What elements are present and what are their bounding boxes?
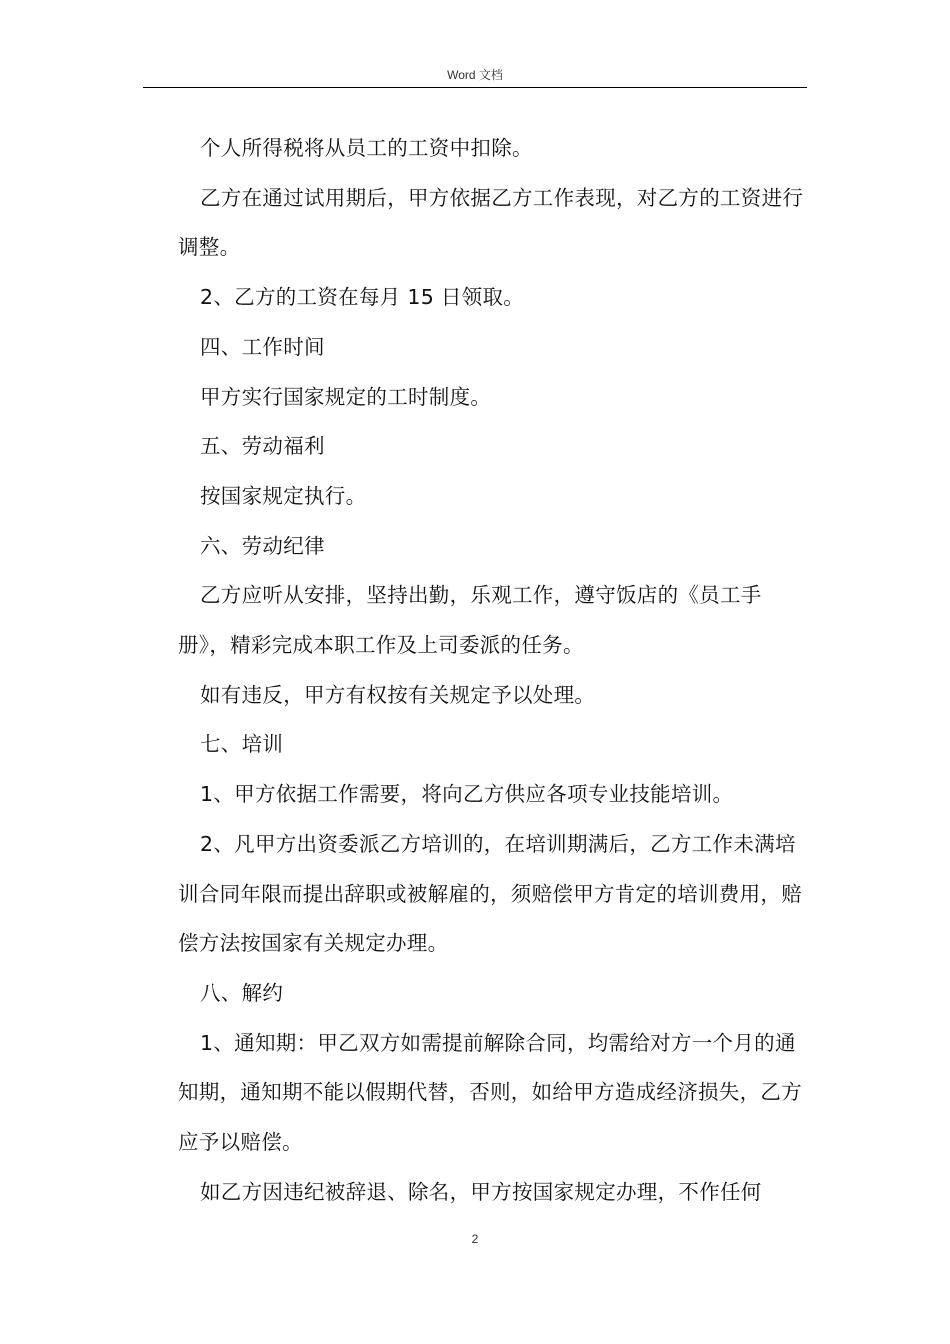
paragraph: 甲方实行国家规定的工时制度。 [200,384,492,409]
paragraph: 如乙方因违纪被辞退、除名，甲方按国家规定办理，不作任何 [200,1179,762,1204]
page-header: Word 文档 [447,68,503,82]
paragraph: 1、甲方依据工作需要，将向乙方供应各项专业技能培训。 [200,782,734,807]
section-heading: 八、解约 [200,980,284,1005]
section-heading: 七、培训 [200,732,284,757]
paragraph: 乙方应听从安排，坚持出勤，乐观工作，遵守饭店的《员工手册》，精彩完成本职工作及上司委派的任务。 [178,583,762,658]
section-heading: 五、劳动福利 [200,434,325,459]
section-heading: 六、劳动纪律 [200,533,325,558]
header-divider [143,87,807,88]
paragraph: 2、凡甲方出资委派乙方培训的，在培训期满后，乙方工作未满培训合同年限而提出辞职或被解雇的，须赔偿甲方肯定的培训费用，赔偿方法按国家有关规定办理。 [178,831,802,956]
paragraph: 如有违反，甲方有权按有关规定予以处理。 [200,682,596,707]
paragraph: 1、通知期：甲乙双方如需提前解除合同，均需给对方一个月的通知期，通知期不能以假期代替，否则，如给甲方造成经济损失，乙方应予以赔偿。 [178,1030,802,1155]
document-body [178,124,804,1217]
section-heading: 四、工作时间 [200,334,325,359]
paragraph: 乙方在通过试用期后，甲方依据乙方工作表现，对乙方的工资进行调整。 [178,185,804,260]
paragraph: 2、乙方的工资在每月 15 日领取。 [200,285,525,310]
paragraph: 个人所得税将从员工的工资中扣除。 [200,136,533,160]
paragraph: 按国家规定执行。 [200,483,367,508]
page-number: 2 [471,1232,479,1246]
